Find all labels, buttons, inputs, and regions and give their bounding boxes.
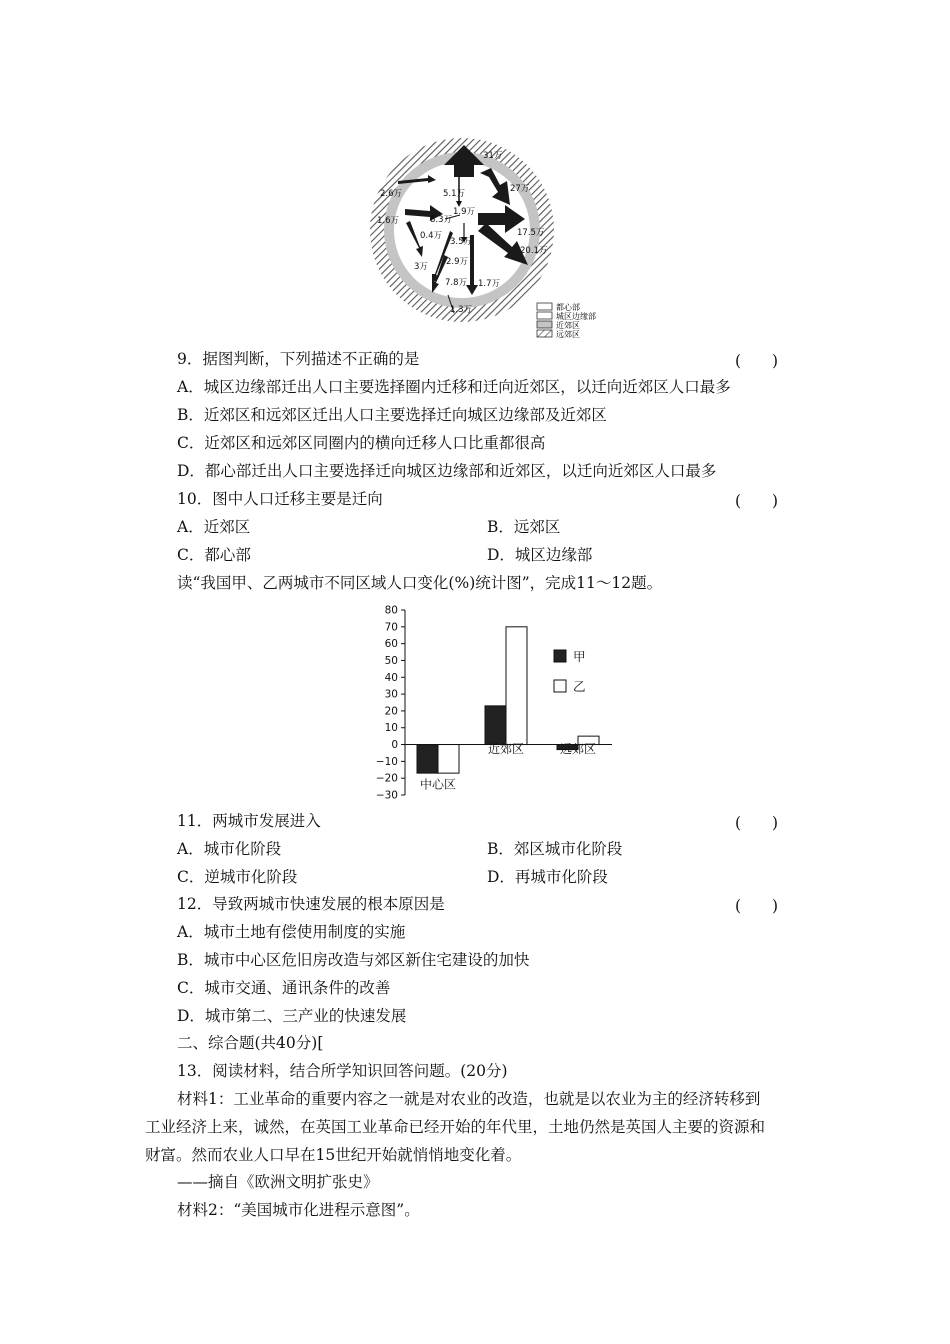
material-source: ——摘自《欧洲文明扩张史》 [177,1173,379,1191]
y-tick-label: 80 [384,604,398,617]
flow-label: 1.9万 [453,207,476,217]
question-11-option: D．再城市化阶段 [487,868,608,886]
answer-bracket: ( ) [735,897,779,915]
bar-甲 [417,745,438,774]
y-tick-label: 30 [384,688,398,701]
flow-label: 1.3万 [450,305,473,315]
flow-label: 7.8万 [445,278,468,288]
question-11-stem: 11．两城市发展进入 [177,812,321,830]
flow-label: 31万 [483,151,503,161]
question-9-stem: 9．据图判断，下列描述不正确的是 [177,350,420,368]
population-change-bar-chart [362,600,622,805]
legend-label: 近郊区 [556,321,580,330]
flow-label: 20.1万 [520,246,548,256]
y-tick-label: 70 [384,621,398,634]
y-tick-label: −20 [375,772,398,785]
legend-label: 都心部 [556,303,580,312]
y-tick-label: 50 [384,654,398,667]
flow-label: 27万 [510,184,530,194]
question-9-option: B．近郊区和远郊区迁出人口主要选择迁向城区边缘部及近郊区 [177,406,607,424]
answer-bracket: ( ) [735,814,779,832]
flow-label: 17.5万 [517,228,545,238]
legend-label: 乙 [573,679,586,694]
chart-intro: 读“我国甲、乙两城市不同区域人口变化(%)统计图”，完成11～12题。 [177,574,663,592]
y-tick-label: 40 [384,671,398,684]
question-10-option: B．远郊区 [487,518,561,536]
question-11-option: A．城市化阶段 [177,840,282,858]
answer-bracket: ( ) [735,492,779,510]
legend-label: 甲 [573,649,586,664]
bar-乙 [506,627,527,745]
question-13-stem: 13．阅读材料，结合所学知识回答问题。(20分) [177,1062,508,1080]
y-tick-label: −10 [375,755,398,768]
category-label: 近郊区 [487,741,525,756]
y-tick-label: 10 [384,722,398,735]
material-2-text: 材料2：“美国城市化进程示意图”。 [177,1201,420,1219]
question-12-stem: 12．导致两城市快速发展的根本原因是 [177,895,445,913]
flow-label: 3.5万 [450,237,473,247]
legend-swatch [554,650,566,662]
question-11-option: B．郊区城市化阶段 [487,840,623,858]
material-1-text: 工业经济上来，诚然，在英国工业革命已经开始的年代里，土地仍然是英国人主要的资源和 [145,1118,766,1136]
flow-label: 8.3万 [430,215,453,225]
y-tick-label: 60 [384,638,398,651]
legend-label: 城区边缘部 [556,312,596,321]
migration-diagram [350,135,630,340]
legend [537,302,596,339]
bar-乙 [438,745,459,774]
question-10-option: D．城区边缘部 [487,546,593,564]
flow-label: 2.9万 [446,257,469,267]
question-9-option: C．近郊区和远郊区同圈内的横向迁移人口比重都很高 [177,434,546,452]
flow-label: 3万 [414,262,428,272]
material-1-text: 材料1：工业革命的重要内容之一就是对农业的改造，也就是以农业为主的经济转移到 [177,1090,761,1108]
question-12-option: C．城市交通、通讯条件的改善 [177,979,391,997]
y-tick-label: −30 [375,789,398,802]
category-label: 远郊区 [559,741,597,756]
question-11-option: C．逆城市化阶段 [177,868,298,886]
question-10-option: A．近郊区 [177,518,251,536]
y-tick-label: 20 [384,705,398,718]
question-10-option: C．都心部 [177,546,251,564]
answer-bracket: ( ) [735,352,779,370]
question-12-option: A．城市土地有偿使用制度的实施 [177,923,406,941]
category-label: 中心区 [419,777,457,792]
bar-甲 [485,706,506,745]
section-heading: 二、综合题(共40分)[ [177,1034,324,1052]
material-1-text: 财富。然而农业人口早在15世纪开始就悄悄地变化着。 [145,1146,522,1164]
flow-label: 1.7万 [478,279,501,289]
question-10-stem: 10．图中人口迁移主要是迁向 [177,490,383,508]
question-9-option: D．都心部迁出人口主要选择迁向城区边缘部和近郊区，以迁向近郊区人口最多 [177,462,717,480]
legend-swatch [554,680,566,692]
legend-label: 远郊区 [556,330,580,339]
flow-label: 2.6万 [380,189,403,199]
question-12-option: B．城市中心区危旧房改造与郊区新住宅建设的加快 [177,951,530,969]
flow-label: 5.1万 [443,189,466,199]
flow-label: 1.6万 [377,216,400,226]
question-12-option: D．城市第二、三产业的快速发展 [177,1007,407,1025]
flow-label: 0.4万 [420,231,443,241]
y-tick-label: 0 [391,739,398,752]
question-9-option: A．城区边缘部迁出人口主要选择圈内迁移和迁向近郊区，以迁向近郊区人口最多 [177,378,731,396]
